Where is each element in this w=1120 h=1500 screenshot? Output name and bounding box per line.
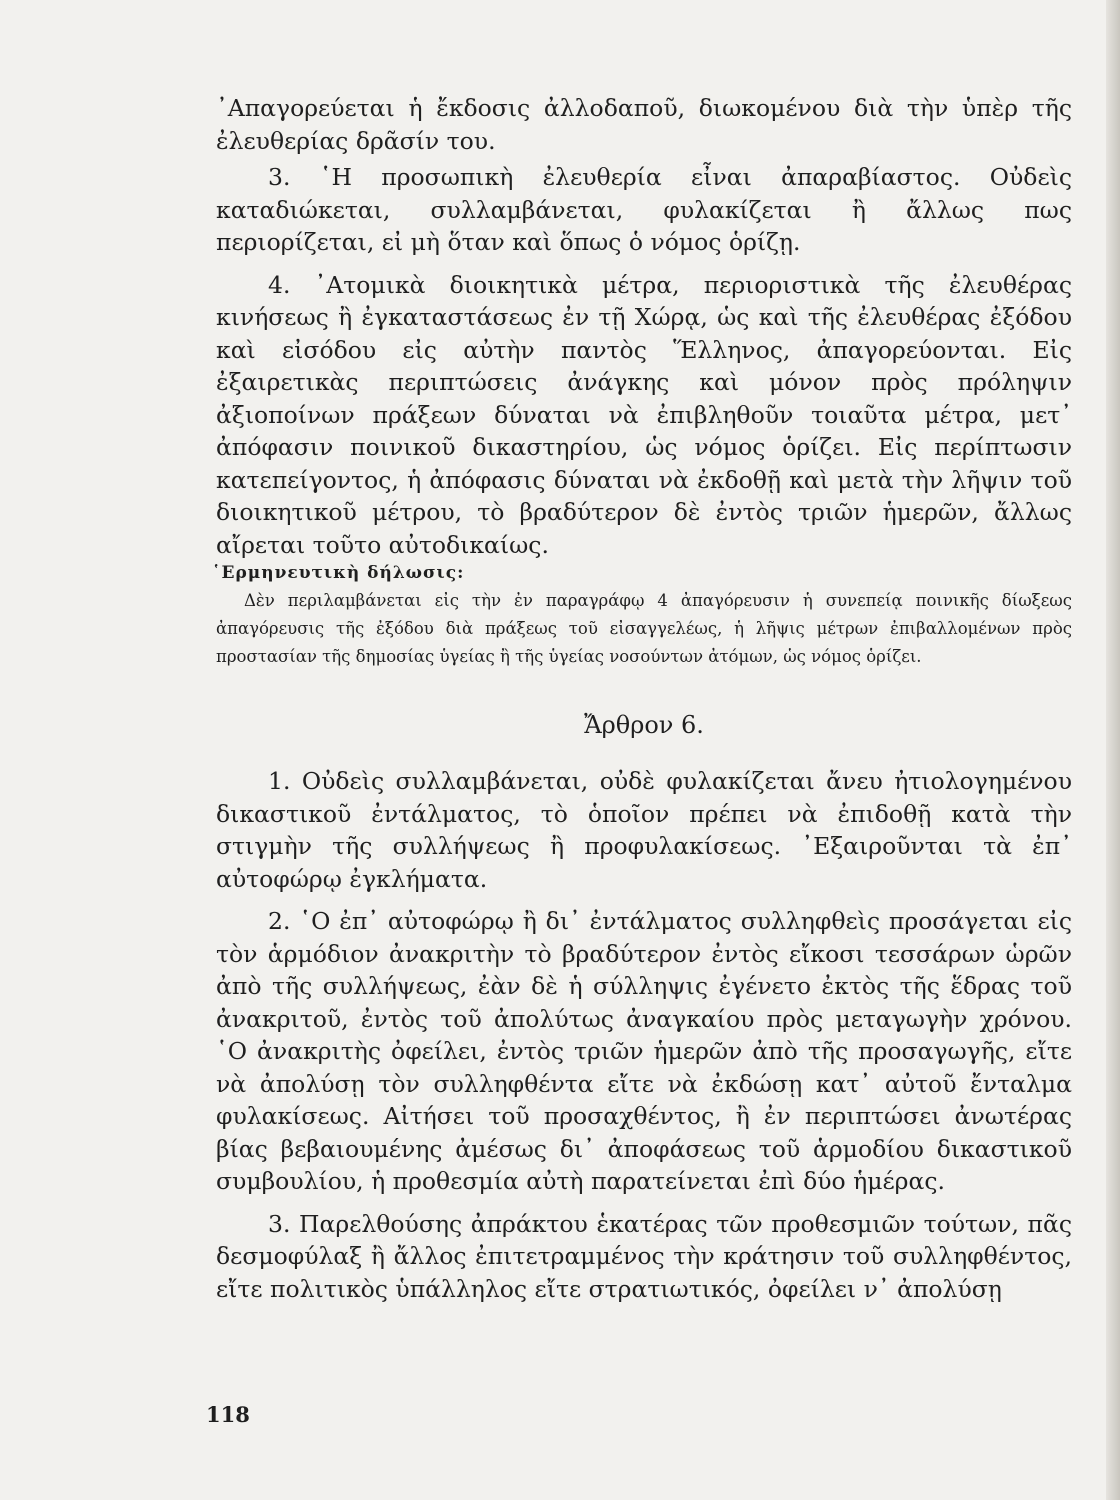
paragraph-4-administrative-measures: 4. ᾿Ατομικὰ διοικητικὰ μέτρα, περιοριστικὰ τῆς ἐλευθέρας κινήσεως ἢ ἐγκαταστάσεως ἐν τῇ Χώρᾳ, ὡς καὶ τῆς ἐλευθέρας ἐξόδου καὶ εἰσόδου εἰς αὐτὴν παντὸς Ἕλληνος, ἀπαγορεύονται. Εἰς ἐξαιρετικὰς περιπτώσεις ἀνάγκης καὶ μόνον πρὸς πρόληψιν ἀξιοποίνων πράξεων δύναται νὰ ἐπιβληθοῦν τοιαῦτα μέτρα, μετ᾿ ἀπόφασιν ποινικοῦ δικαστηρίου, ὡς νόμος ὁρίζει. Εἰς περίπτωσιν κατεπείγοντος, ἡ ἀπόφασις δύναται νὰ ἐκδοθῇ καὶ μετὰ τὴν λῆψιν τοῦ διοικητικοῦ μέτρου, τὸ βραδύτερον δὲ ἐντὸς τριῶν ἡμερῶν, ἄλλως αἴρεται τοῦτο αὐτοδικαίως. [216, 270, 1072, 559]
article-paragraph-2: 2. ῾Ο ἐπ᾿ αὐτοφώρῳ ἢ δι᾿ ἐντάλματος συλληφθεὶς προσάγεται εἰς τὸν ἁρμόδιον ἀνακριτὴν τὸ βραδύτερον ἐντὸς εἴκοσι τεσσάρων ὡρῶν ἀπὸ τῆς συλλήψεως, ἐὰν δὲ ἡ σύλληψις ἐγένετο ἐκτὸς τῆς ἕδρας τοῦ ἀνακριτοῦ, ἐντὸς τοῦ ἀπολύτως ἀναγκαίου πρὸς μεταγωγὴν χρόνου. ῾Ο ἀνακριτὴς ὀφείλει, ἐντὸς τριῶν ἡμερῶν ἀπὸ τῆς προσαγωγῆς, εἴτε νὰ ἀπολύσῃ τὸν συλληφθέντα εἴτε νὰ ἐκδώσῃ κατ᾿ αὐτοῦ ἔνταλμα φυλακίσεως. Αἰτήσει τοῦ προσαχθέντος, ἢ ἐν περιπτώσει ἀνωτέρας βίας βεβαιουμένης ἀμέσως δι᾿ ἀποφάσεως τοῦ ἁρμοδίου δικαστικοῦ συμβουλίου, ἡ προθεσμία αὐτὴ παρατείνεται ἐπὶ δύο ἡμέρας. [216, 907, 1072, 1195]
article-paragraph-1: 1. Οὐδεὶς συλλαμβάνεται, οὐδὲ φυλακίζεται ἄνευ ἠτιολογημένου δικαστικοῦ ἐντάλματος, τὸ ὁποῖον πρέπει νὰ ἐπιδοθῇ κατὰ τὴν στιγμὴν τῆς συλλήψεως ἢ προφυλακίσεως. ᾿Εξαιροῦνται τὰ ἐπ᾿ αὐτοφώρῳ ἐγκλήματα. [216, 767, 1072, 893]
scan-edge [1106, 0, 1120, 1500]
article-paragraph-3: 3. Παρελθούσης ἀπράκτου ἑκατέρας τῶν προθεσμιῶν τούτων, πᾶς δεσμοφύλαξ ἢ ἄλλος ἐπιτετραμμένος τὴν κράτησιν τοῦ συλληφθέντος, εἴτε πολιτικὸς ὑπάλληλος εἴτε στρατιωτικός, ὀφείλει ν᾿ ἀπολύσῃ [216, 1209, 1072, 1303]
article-heading: Ἄρθρον 6. [584, 711, 704, 739]
text-column [212, 92, 1072, 1305]
page-number: 118 [206, 1402, 250, 1427]
interpretation-body: Δὲν περιλαμβάνεται εἰς τὴν ἐν παραγράφῳ 4 ἀπαγόρευσιν ἡ συνεπείᾳ ποινικῆς δίωξεως ἀπαγόρευσις τῆς ἐξόδου διὰ πράξεως τοῦ εἰσαγγελέως, ἡ λῆψις μέτρων ἐπιβαλλομένων πρὸς προστασίαν τῆς δημοσίας ὑγείας ἢ τῆς ὑγείας νοσούντων ἀτόμων, ὡς νόμος ὁρίζει. [216, 591, 1072, 666]
paragraph-3-personal-liberty: 3. ῾Η προσωπικὴ ἐλευθερία εἶναι ἀπαραβίαστος. Οὐδεὶς καταδιώκεται, συλλαμβάνεται, φυλακίζεται ἢ ἄλλως πως περιορίζεται, εἰ μὴ ὅταν καὶ ὅπως ὁ νόμος ὁρίζῃ. [216, 163, 1072, 256]
interpretation-title: ῾Ερμηνευτικὴ δήλωσις: [212, 563, 465, 583]
paragraph-extradition: ᾿Απαγορεύεται ἡ ἔκδοσις ἀλλοδαποῦ, διωκομένου διὰ τὴν ὑπὲρ τῆς ἐλευθερίας δρᾶσίν του. [216, 94, 1072, 155]
